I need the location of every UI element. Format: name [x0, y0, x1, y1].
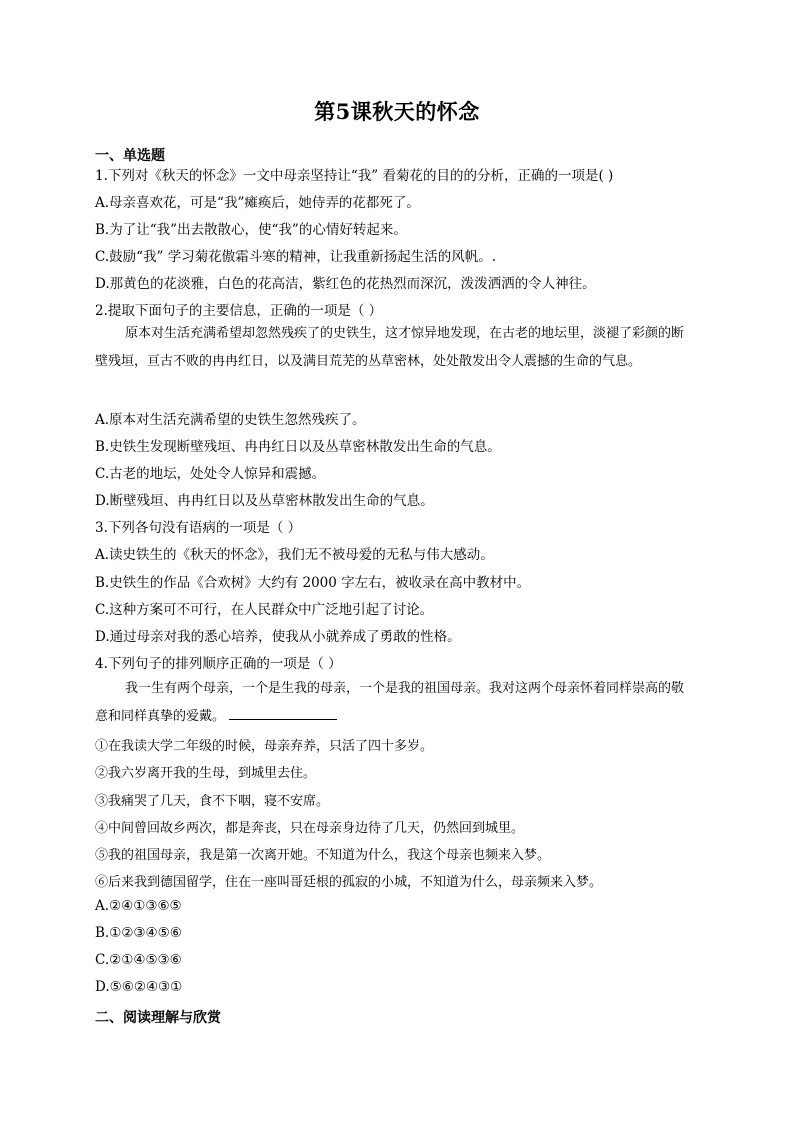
- question-2-option-a: A.原本对生活充满希望的史铁生忽然残疾了。: [95, 412, 366, 428]
- question-4-option-c: C.②①④⑤③⑥: [95, 952, 182, 968]
- question-1-option-c: C.鼓励“我” 学习菊花傲霜斗寒的精神，让我重新扬起生活的风帆。.: [95, 249, 497, 265]
- question-2-option-d: D.断壁残垣、冉冉红日以及丛草密林散发出生命的气息。: [95, 493, 434, 509]
- question-4-sentence-3: ③我痛哭了几天，食不下咽，寝不安席。: [95, 794, 330, 809]
- question-3-stem: 3.下列各句没有语病的一项是（ ）: [95, 520, 302, 536]
- question-2-option-c: C.古老的地坛，处处令人惊异和震撼。: [95, 466, 326, 482]
- question-4-passage: [95, 675, 695, 730]
- question-4-passage-text: 我一生有两个母亲，一个是生我的母亲，一个是我的祖国母亲。我对这两个母亲怀着同样崇高的敬意和同样真挚的爱戴。: [95, 681, 685, 724]
- question-4-stem: 4.下列句子的排列顺序正确的一项是（ ）: [95, 656, 342, 672]
- question-4-option-b: B.①②③④⑤⑥: [95, 925, 182, 941]
- question-2-option-b: B.史铁生发现断壁残垣、冉冉红日以及丛草密林散发出生命的气息。: [95, 439, 501, 455]
- question-1-stem: 1.下列对《秋天的怀念》一文中母亲坚持让“我” 看菊花的目的的分析，正确的一项是( ): [95, 168, 614, 184]
- question-3-option-d: D.通过母亲对我的悉心培养，使我从小就养成了勇敢的性格。: [95, 629, 461, 645]
- question-4-sentence-6: ⑥后来我到德国留学，住在一座叫哥廷根的孤寂的小城，不知道为什么，母亲频来入梦。: [95, 875, 603, 890]
- question-2-passage: [95, 320, 695, 375]
- question-4-sentence-5: ⑤我的祖国母亲，我是第一次离开她。不知道为什么，我这个母亲也频来入梦。: [95, 848, 551, 863]
- question-1-option-b: B.为了让“我”出去散散心，使“我”的心情好转起来。: [95, 222, 407, 238]
- question-3-option-c: C.这种方案可不可行，在人民群众中广泛地引起了讨论。: [95, 602, 434, 618]
- page-title: 第5课秋天的怀念: [314, 99, 480, 124]
- answer-blank[interactable]: [229, 705, 337, 720]
- question-2-stem: 2.提取下面句子的主要信息，正确的一项是（ ）: [95, 303, 383, 319]
- section-heading-single-choice: 一、单选题: [95, 148, 165, 164]
- question-4-option-d: D.⑤⑥②④③①: [95, 979, 183, 995]
- question-1-option-d: D.那黄色的花淡雅，白色的花高洁，紫红色的花热烈而深沉，泼泼洒洒的令人神往。: [95, 276, 596, 292]
- question-4-sentence-2: ②我六岁离开我的生母，到城里去住。: [95, 766, 317, 781]
- question-3-option-a: A.读史铁生的《秋天的怀念》，我们无不被母爱的无私与伟大感动。: [95, 547, 494, 563]
- question-4-sentence-4: ④中间曾回故乡两次，都是奔丧，只在母亲身边待了几天，仍然回到城里。: [95, 821, 525, 836]
- question-1-option-a: A.母亲喜欢花，可是“我”瘫痪后，她侍弄的花都死了。: [95, 195, 420, 211]
- section-heading-reading: 二、阅读理解与欣赏: [95, 1010, 221, 1026]
- question-3-option-b: B.史铁生的作品《合欢树》大约有 2000 字左右，被收录在高中教材中。: [95, 575, 531, 591]
- question-4-option-a: A.②④①③⑥⑤: [95, 898, 182, 914]
- question-4-sentence-1: ①在我读大学二年级的时候，母亲弃养，只活了四十多岁。: [95, 739, 434, 754]
- question-2-passage-text: 原本对生活充满希望却忽然残疾了的史铁生，这才惊异地发现，在古老的地坛里，淡褪了彩颜的断壁残垣，亘古不败的冉冉红日，以及满目荒芜的丛草密林，处处散发出令人震撼的生命的气息。: [95, 326, 685, 369]
